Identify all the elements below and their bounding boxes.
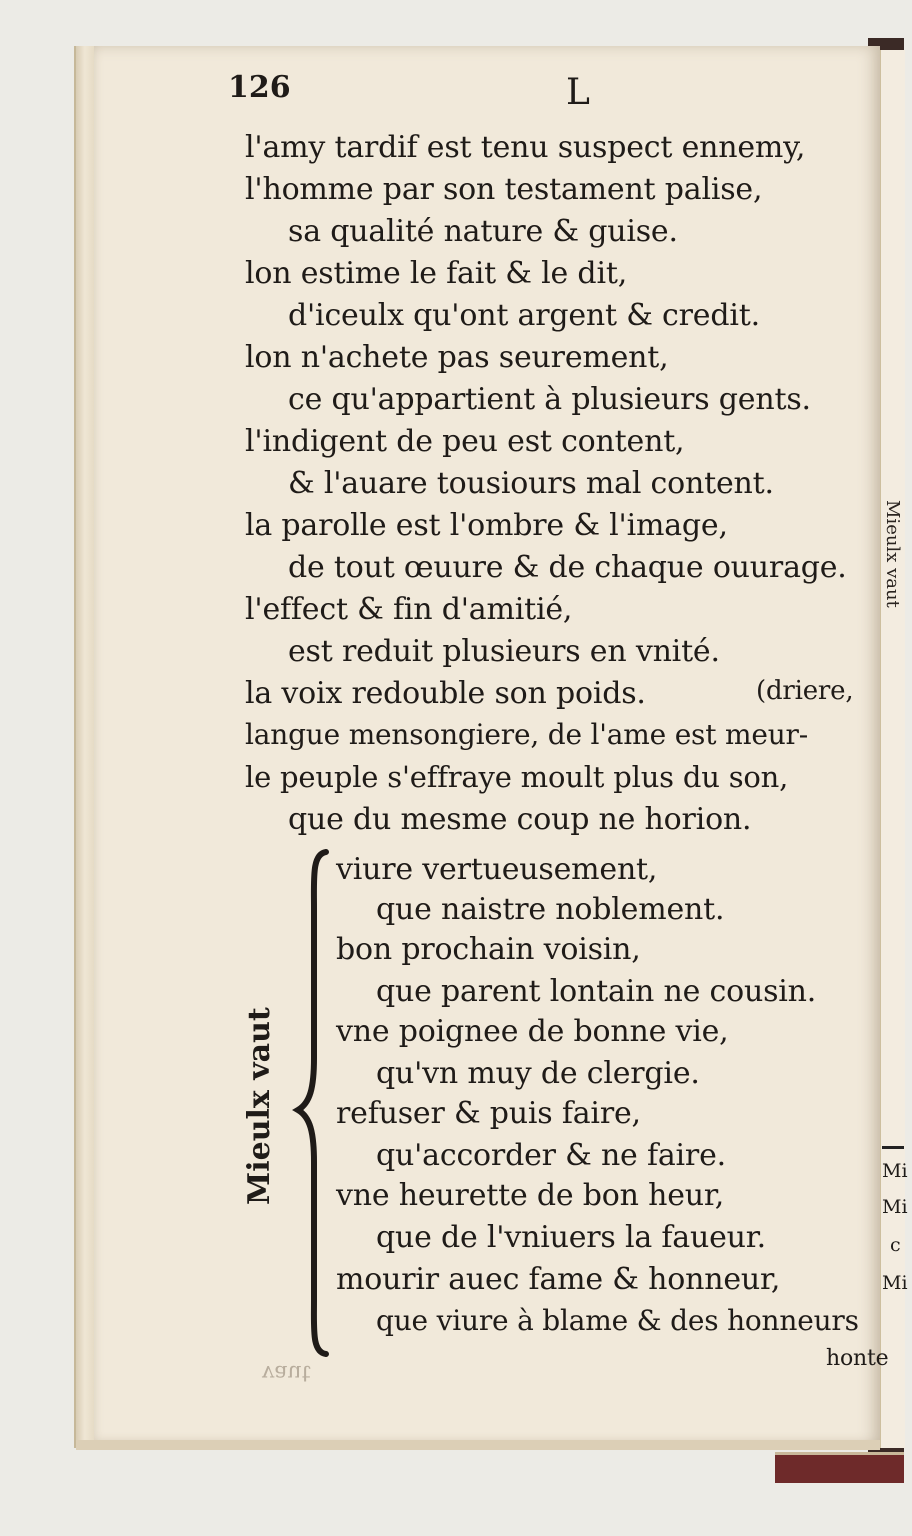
bracket-line: que parent lontain ne cousin. bbox=[376, 974, 817, 1009]
bracket-line: mourir auec fame & honneur, bbox=[336, 1262, 781, 1297]
text-line: l'effect & fin d'amitié, bbox=[245, 592, 573, 627]
text-line: & l'auare tousiours mal content. bbox=[288, 466, 774, 501]
next-page-margin-note: Mieulx vaut bbox=[882, 500, 903, 608]
bracket-label bbox=[242, 1005, 282, 1205]
running-head: L bbox=[566, 72, 590, 113]
text-line: l'homme par son testament palise, bbox=[245, 172, 763, 207]
text-line: de tout œuure & de chaque ouurage. bbox=[288, 550, 847, 585]
text-line: lon n'achete pas seurement, bbox=[245, 340, 669, 375]
bracket-line: qu'accorder & ne faire. bbox=[376, 1138, 726, 1173]
bracket-line: bon prochain voisin, bbox=[336, 932, 641, 967]
text-line: sa qualité nature & guise. bbox=[288, 214, 678, 249]
text-line: langue mensongiere, de l'ame est meur- bbox=[245, 718, 808, 751]
text-line: la parolle est l'ombre & l'image, bbox=[245, 508, 728, 543]
bracket-line: refuser & puis faire, bbox=[336, 1096, 641, 1131]
bleed-through-text: vaut bbox=[262, 1360, 311, 1385]
text-line: est reduit plusieurs en vnité. bbox=[288, 634, 720, 669]
bracket-line-turnover: honte bbox=[826, 1346, 889, 1371]
bracket-line: vne heurette de bon heur, bbox=[336, 1178, 725, 1213]
next-page-word: Mi bbox=[882, 1272, 908, 1294]
bracket-line: vne poignee de bonne vie, bbox=[336, 1014, 729, 1049]
next-page-word: Mi bbox=[882, 1196, 908, 1218]
next-page-rule bbox=[882, 1146, 904, 1149]
text-line: lon estime le fait & le dit, bbox=[245, 256, 628, 291]
text-line: l'amy tardif est tenu suspect ennemy, bbox=[245, 130, 806, 165]
text-line: que du mesme coup ne horion. bbox=[288, 802, 752, 837]
page-bottom-edge bbox=[76, 1440, 880, 1450]
text-line: l'indigent de peu est content, bbox=[245, 424, 685, 459]
text-line: ce qu'appartient à plusieurs gents. bbox=[288, 382, 811, 417]
bracket-label-text: Mieulx vaut bbox=[242, 1007, 277, 1205]
bracket-line: que naistre noblement. bbox=[376, 892, 725, 927]
bracket-line: viure vertueusement, bbox=[336, 852, 658, 887]
next-page-word: c bbox=[890, 1234, 901, 1256]
page-number: 126 bbox=[228, 70, 291, 105]
text-line: le peuple s'effraye moult plus du son, bbox=[245, 760, 789, 794]
bracket-line: qu'vn muy de clergie. bbox=[376, 1056, 700, 1091]
bracket-line: que viure à blame & des honneurs bbox=[376, 1304, 859, 1337]
cover-edge bbox=[775, 1452, 904, 1483]
text-line: d'iceulx qu'ont argent & credit. bbox=[288, 298, 760, 333]
curly-brace-icon bbox=[292, 848, 332, 1358]
bracket-line: que de l'vniuers la faueur. bbox=[376, 1220, 766, 1255]
text-line-turnover: (driere, bbox=[756, 676, 854, 706]
next-page-word: Mi bbox=[882, 1160, 908, 1182]
text-line: la voix redouble son poids. bbox=[245, 676, 646, 711]
